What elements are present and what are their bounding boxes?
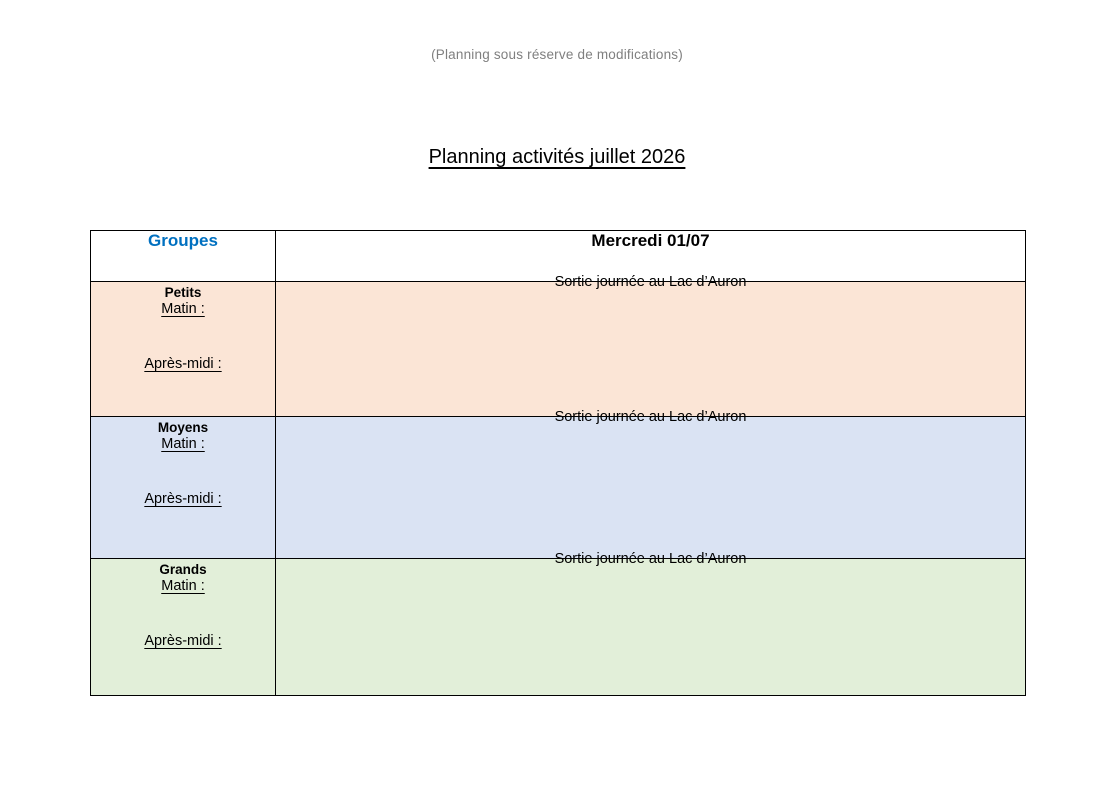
matin-label: Matin : bbox=[161, 578, 205, 594]
page-title-text: Planning activités juillet 2026 bbox=[428, 146, 686, 168]
group-name: Grands bbox=[159, 562, 207, 577]
group-name: Moyens bbox=[157, 420, 209, 435]
activity-cell-moyens bbox=[276, 409, 1026, 559]
table-row-moyens bbox=[91, 417, 1026, 559]
activity-text: Sortie journée au Lac d’Auron bbox=[554, 274, 747, 290]
table-row-petits bbox=[91, 282, 1026, 417]
activity-text: Sortie journée au Lac d’Auron bbox=[554, 551, 747, 567]
activity-text: Sortie journée au Lac d’Auron bbox=[554, 409, 747, 425]
group-cell-grands bbox=[91, 559, 276, 696]
table-row-grands bbox=[91, 559, 1026, 696]
group-cell-moyens bbox=[91, 417, 276, 559]
activity-cell-grands bbox=[276, 551, 1026, 696]
apres-midi-label: Après-midi : bbox=[144, 356, 222, 372]
apres-midi-label: Après-midi : bbox=[144, 491, 222, 507]
apres-midi-label: Après-midi : bbox=[144, 633, 222, 649]
matin-label: Matin : bbox=[161, 436, 205, 452]
activity-cell-petits bbox=[276, 274, 1026, 417]
group-name: Petits bbox=[164, 285, 202, 300]
matin-label: Matin : bbox=[161, 301, 205, 317]
groups-header-label: Groupes bbox=[148, 231, 218, 250]
day-header-label: Mercredi 01/07 bbox=[591, 231, 710, 250]
group-cell-petits bbox=[91, 282, 276, 417]
page-title bbox=[0, 146, 1114, 169]
groups-header-cell bbox=[91, 231, 276, 282]
planning-table bbox=[90, 230, 1026, 696]
header-note: (Planning sous réserve de modifications) bbox=[431, 47, 683, 62]
